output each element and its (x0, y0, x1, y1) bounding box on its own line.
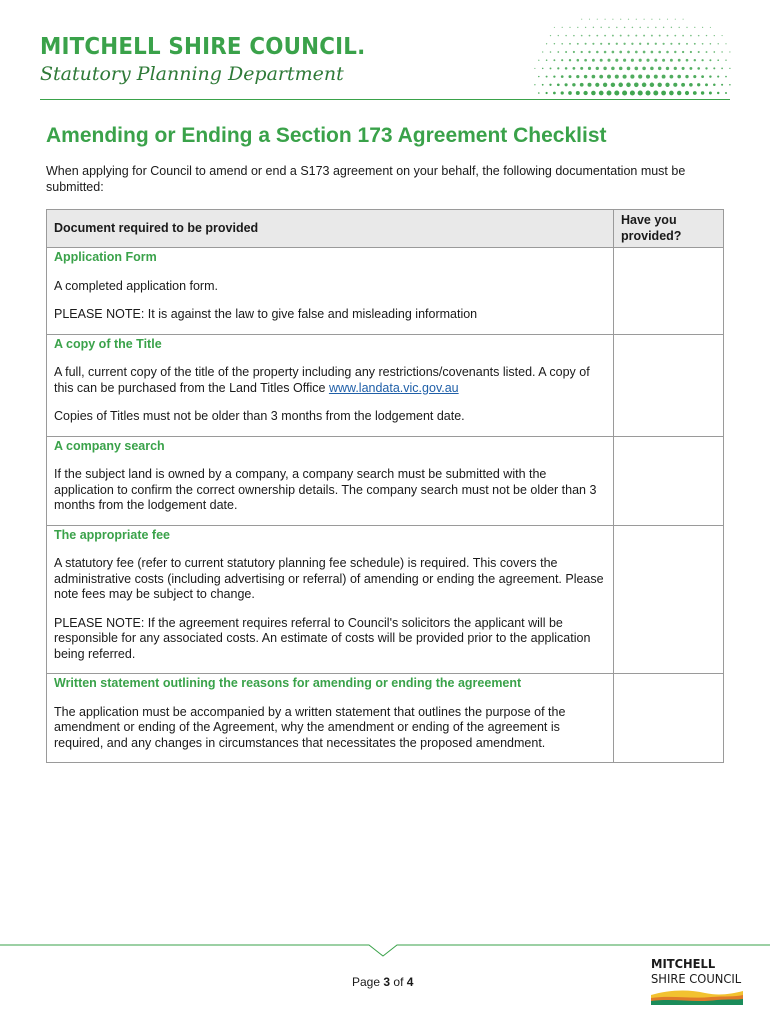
pattern-dot (595, 83, 599, 87)
pattern-dot (577, 27, 578, 28)
pattern-dot (666, 51, 669, 54)
pattern-dot (561, 59, 563, 61)
pattern-dot (635, 51, 638, 54)
page-current: 3 (383, 975, 391, 989)
pattern-dot (608, 43, 610, 45)
pattern-dot (618, 83, 623, 88)
pattern-dot (599, 75, 603, 79)
pattern-dot (538, 76, 539, 77)
pattern-dot (558, 35, 559, 36)
item-paragraph: PLEASE NOTE: It is against the law to give false and misleading information (54, 307, 478, 321)
pattern-dot (655, 27, 657, 29)
pattern-dot (643, 35, 645, 37)
pattern-dot (729, 84, 731, 86)
table-row (47, 436, 724, 525)
item-title: The appropriate fee (54, 527, 170, 542)
pattern-dot (631, 43, 633, 45)
pattern-dot (710, 27, 711, 28)
pattern-dot (589, 35, 591, 37)
pattern-dot (717, 59, 719, 61)
intro-text: When applying for Council to amend or end a S173 agreement on your behalf, the following documentation must be submitted: (46, 164, 686, 194)
department-name: Statutory Planning Department (40, 63, 344, 85)
pattern-dot (671, 27, 672, 28)
pattern-dot (615, 75, 619, 79)
pattern-dot (573, 35, 575, 37)
pattern-dot (600, 27, 601, 28)
item-paragraph-text: A full, current copy of the title of the property including any restrictions/covenants listed. A copy of this can be purchased from the Land Titles Office (54, 365, 590, 395)
pattern-dot (686, 27, 687, 28)
pattern-dot (662, 75, 666, 79)
item-paragraph: A statutory fee (refer to current statutory planning fee schedule) is required. This covers the administrative costs (including advertising or referral) of amending or ending the agreement. Please note fees may be subject to change. (54, 556, 604, 601)
pattern-dot (554, 27, 555, 28)
pattern-dot (675, 19, 676, 20)
pattern-dot (643, 51, 646, 54)
pattern-dot (698, 51, 700, 53)
footer-divider (0, 943, 770, 957)
document-title: Amending or Ending a Section 173 Agreement Checklist (46, 124, 607, 147)
pattern-dot (630, 75, 634, 79)
pattern-dot (553, 92, 556, 95)
pattern-dot (554, 43, 555, 44)
pattern-dot (612, 19, 613, 20)
pattern-dot (678, 43, 680, 45)
pattern-dot (596, 67, 599, 70)
pattern-dot (644, 19, 645, 20)
pattern-dot (658, 51, 661, 54)
pattern-dot (585, 27, 586, 28)
pattern-dot (667, 19, 668, 20)
pattern-dot (534, 68, 535, 69)
pattern-dot (581, 19, 582, 20)
pattern-dot (714, 35, 715, 36)
table-row (47, 334, 724, 436)
provided-checkbox-cell[interactable] (614, 334, 724, 436)
page-label: Page (352, 975, 381, 989)
pattern-dot (690, 51, 692, 53)
pattern-dot (603, 83, 607, 87)
pattern-dot (565, 67, 568, 70)
table-row (47, 248, 724, 335)
checklist-table (46, 209, 724, 763)
page-header (0, 0, 770, 105)
pattern-dot (589, 19, 590, 20)
pattern-dot (615, 59, 618, 62)
pattern-dot (706, 51, 708, 53)
pattern-dot (713, 84, 716, 87)
pattern-dot (659, 35, 661, 37)
pattern-dot (646, 75, 650, 79)
pattern-dot (611, 83, 615, 87)
item-paragraph: A completed application form. (54, 278, 218, 293)
pattern-dot (631, 59, 634, 62)
item-title: Written statement outlining the reasons for amending or ending the agreement (54, 676, 522, 690)
pattern-dot (627, 51, 630, 54)
pattern-dot (645, 90, 650, 95)
pattern-dot (604, 51, 607, 54)
pattern-dot (642, 67, 646, 71)
pattern-dot (651, 35, 653, 37)
pattern-dot (608, 27, 610, 29)
pattern-dot (619, 67, 623, 71)
row-description (47, 334, 614, 436)
pattern-dot (647, 43, 649, 45)
pattern-dot (713, 67, 715, 69)
pattern-dot (670, 75, 674, 79)
pattern-dot (577, 43, 579, 45)
pattern-dot (725, 92, 727, 94)
pattern-dot (557, 83, 560, 86)
pattern-dot (677, 91, 681, 95)
pattern-dot (580, 83, 584, 87)
pattern-dot (620, 19, 621, 20)
pattern-dot (599, 91, 604, 96)
pattern-dot (557, 51, 559, 53)
pattern-dot (674, 35, 676, 37)
pattern-dot (705, 67, 707, 69)
organisation-name: MITCHELL SHIRE COUNCIL. (40, 34, 366, 60)
pattern-dot (622, 90, 627, 95)
logo-line-2: SHIRE COUNCIL (651, 971, 742, 986)
pattern-dot (678, 27, 679, 28)
pattern-dot (681, 83, 685, 87)
pattern-dot (538, 60, 539, 61)
pattern-dot (624, 27, 626, 29)
pattern-dot (620, 35, 622, 37)
pattern-dot (685, 91, 689, 95)
pattern-dot (658, 67, 661, 70)
pattern-dot (635, 35, 637, 37)
pattern-dot (611, 67, 615, 71)
pattern-dot (694, 59, 696, 61)
pattern-dot (550, 35, 551, 36)
pattern-dot (614, 91, 619, 96)
pattern-dot (607, 59, 610, 62)
pattern-dot (685, 75, 688, 78)
pattern-dot (717, 92, 719, 94)
pattern-dot (634, 83, 639, 88)
pattern-dot (636, 19, 637, 20)
pattern-dot (722, 35, 723, 36)
pattern-dot (693, 75, 696, 78)
pattern-dot (546, 43, 547, 44)
pattern-dot (677, 75, 681, 79)
pattern-dot (619, 51, 622, 54)
pattern-dot (721, 68, 723, 70)
pattern-dot (705, 83, 708, 86)
pattern-dot (592, 59, 595, 62)
pattern-dot (604, 35, 606, 37)
pattern-dot (583, 91, 587, 95)
pattern-dot (623, 59, 626, 62)
pattern-dot (639, 59, 642, 62)
pattern-dot (725, 60, 726, 61)
pattern-dot (616, 43, 618, 45)
pattern-dot (561, 91, 564, 94)
pattern-dot (651, 51, 654, 54)
pattern-dot (701, 59, 703, 61)
pattern-dot (592, 43, 594, 45)
item-paragraph: The application must be accompanied by a written statement that outlines the purpose of the amendment or ending of the Agreement, why the amendment or ending of the agreement is required, and any changes in circumstances that necessitates the proposed amendment. (54, 704, 566, 750)
pattern-dot (638, 90, 643, 95)
pattern-dot (603, 67, 606, 70)
pattern-dot (605, 19, 606, 20)
pattern-dot (709, 59, 711, 61)
pattern-dot (581, 35, 583, 37)
pattern-dot (546, 59, 548, 61)
pattern-dot (627, 67, 631, 71)
pattern-dot (729, 51, 730, 52)
pattern-dot (569, 27, 570, 28)
pattern-dot (717, 76, 719, 78)
pattern-dot (591, 91, 596, 96)
pattern-dot (577, 59, 580, 62)
pattern-dot (659, 19, 660, 20)
row-description (47, 248, 614, 335)
item-paragraph: If the subject land is owned by a company, a company search must be submitted with the application to confirm the correct ownership details. The company search must not be older than 3 months from the lodgement date. (54, 467, 597, 512)
pattern-dot (538, 92, 540, 94)
pattern-dot (666, 67, 669, 70)
item-title: Application Form (54, 250, 157, 264)
pattern-dot (581, 51, 583, 53)
pattern-dot (596, 51, 599, 54)
pattern-dot (549, 84, 551, 86)
column-header-provided: Have you provided? (614, 210, 724, 248)
pattern-dot (562, 27, 563, 28)
pattern-dot (693, 91, 697, 95)
pattern-dot (682, 35, 684, 37)
pattern-dot (651, 19, 652, 20)
pattern-dot (597, 19, 598, 20)
provided-checkbox-cell[interactable] (614, 248, 724, 335)
table-row (47, 674, 724, 763)
pattern-dot (702, 27, 703, 28)
pattern-dot (628, 19, 629, 20)
pattern-dot (626, 83, 631, 88)
provided-checkbox-cell[interactable] (614, 674, 724, 763)
pattern-dot (701, 75, 704, 78)
pattern-dot (565, 83, 568, 86)
pattern-dot (710, 43, 712, 45)
item-paragraph: PLEASE NOTE: If the agreement requires referral to Council's solicitors the applicant will be responsible for any associated costs. An estimate of costs will be provided prior to the application being referred. (54, 615, 591, 661)
logo-line-1: MITCHELL (651, 956, 716, 971)
pattern-dot (542, 68, 544, 70)
pattern-dot (542, 51, 543, 52)
pattern-dot (630, 90, 635, 95)
pattern-dot (557, 67, 559, 69)
pattern-dot (550, 51, 552, 53)
pattern-dot (670, 43, 672, 45)
pattern-dot (542, 84, 544, 86)
pattern-dot (623, 75, 627, 79)
pattern-dot (709, 92, 712, 95)
pattern-dot (616, 27, 618, 29)
pattern-dot (658, 83, 662, 87)
pattern-dot (662, 59, 665, 62)
pattern-dot (654, 75, 658, 79)
landata-link[interactable]: www.landata.vic.gov.au (328, 380, 459, 395)
pattern-dot (561, 75, 564, 78)
pattern-dot (639, 43, 641, 45)
pattern-dot (607, 75, 611, 79)
pattern-dot (653, 91, 658, 96)
dot-pattern-graphic (525, 5, 735, 101)
row-description (47, 436, 614, 525)
provided-checkbox-cell[interactable] (614, 525, 724, 674)
pattern-dot (639, 27, 641, 29)
pattern-dot (553, 75, 555, 77)
pattern-dot (632, 27, 634, 29)
pattern-dot (663, 27, 664, 28)
pattern-dot (721, 51, 722, 52)
pattern-dot (546, 76, 548, 78)
pattern-dot (670, 59, 673, 62)
pattern-dot (647, 27, 649, 29)
pattern-dot (669, 91, 674, 96)
pattern-dot (686, 59, 689, 62)
pattern-dot (697, 83, 700, 86)
pattern-dot (565, 35, 566, 36)
pattern-dot (697, 67, 700, 70)
pattern-dot (565, 51, 567, 53)
pattern-dot (713, 51, 715, 53)
pattern-dot (588, 83, 592, 87)
pattern-dot (701, 91, 704, 94)
pattern-dot (612, 51, 615, 54)
pattern-dot (709, 75, 711, 77)
pattern-dot (663, 43, 665, 45)
pattern-dot (646, 59, 649, 62)
item-title: A copy of the Title (54, 336, 162, 351)
pattern-dot (689, 83, 693, 87)
page-of: of (393, 975, 404, 989)
table-header-row (47, 210, 724, 248)
row-description (47, 525, 614, 674)
pattern-dot (686, 43, 688, 45)
pattern-dot (654, 59, 657, 62)
pattern-dot (638, 75, 642, 79)
pattern-dot (721, 84, 723, 86)
council-logo (651, 956, 743, 986)
header-divider (40, 99, 730, 100)
pattern-dot (694, 27, 695, 28)
pattern-dot (655, 43, 657, 45)
item-title: A company search (54, 438, 165, 453)
pattern-dot (694, 43, 696, 45)
pattern-dot (546, 92, 548, 94)
pattern-dot (550, 67, 552, 69)
pattern-dot (596, 35, 598, 37)
pattern-dot (584, 59, 587, 62)
pattern-dot (568, 91, 572, 95)
table-row (47, 525, 724, 674)
pattern-dot (612, 35, 614, 37)
pattern-dot (667, 35, 669, 37)
pattern-dot (573, 67, 576, 70)
pattern-dot (593, 27, 594, 28)
pattern-dot (628, 35, 630, 37)
pattern-dot (650, 67, 654, 71)
pattern-dot (553, 59, 555, 61)
pattern-dot (584, 75, 587, 78)
pattern-dot (623, 43, 625, 45)
pattern-dot (600, 59, 603, 62)
pattern-dot (592, 75, 596, 79)
item-paragraph: Copies of Titles must not be older than 3 months from the lodgement date. (54, 409, 465, 423)
pattern-dot (725, 43, 726, 44)
logo-hills-graphic (651, 987, 743, 1005)
pattern-dot (569, 59, 571, 61)
pattern-dot (650, 83, 655, 88)
pattern-dot (718, 43, 719, 44)
pattern-dot (682, 51, 684, 53)
page-total: 4 (406, 975, 414, 989)
pattern-dot (588, 51, 590, 53)
pattern-dot (725, 76, 727, 78)
provided-checkbox-cell[interactable] (614, 436, 724, 525)
pattern-dot (673, 83, 677, 87)
pattern-dot (683, 19, 684, 20)
pattern-dot (588, 67, 591, 70)
pattern-dot (698, 35, 700, 37)
pattern-dot (682, 67, 685, 70)
pattern-dot (706, 35, 707, 36)
pattern-dot (678, 59, 681, 62)
pattern-dot (561, 43, 563, 45)
pattern-dot (580, 67, 583, 70)
pattern-dot (689, 67, 692, 70)
pattern-dot (729, 68, 730, 69)
pattern-dot (585, 43, 587, 45)
pattern-dot (600, 43, 602, 45)
pattern-dot (635, 67, 639, 71)
pattern-dot (702, 43, 704, 45)
column-header-document: Document required to be provided (47, 210, 614, 248)
pattern-dot (665, 83, 669, 87)
pattern-dot (674, 51, 676, 53)
pattern-dot (576, 91, 580, 95)
pattern-dot (573, 51, 575, 53)
pattern-dot (569, 43, 571, 45)
pattern-dot (607, 91, 612, 96)
pattern-dot (576, 75, 579, 78)
pattern-dot (661, 91, 666, 96)
page-number (352, 975, 413, 989)
pattern-dot (569, 75, 572, 78)
pattern-dot (534, 84, 535, 85)
item-paragraph (54, 365, 605, 396)
pattern-dot (690, 35, 692, 37)
row-description (47, 674, 614, 763)
pattern-dot (674, 67, 677, 70)
pattern-dot (642, 83, 647, 88)
pattern-dot (572, 83, 575, 86)
